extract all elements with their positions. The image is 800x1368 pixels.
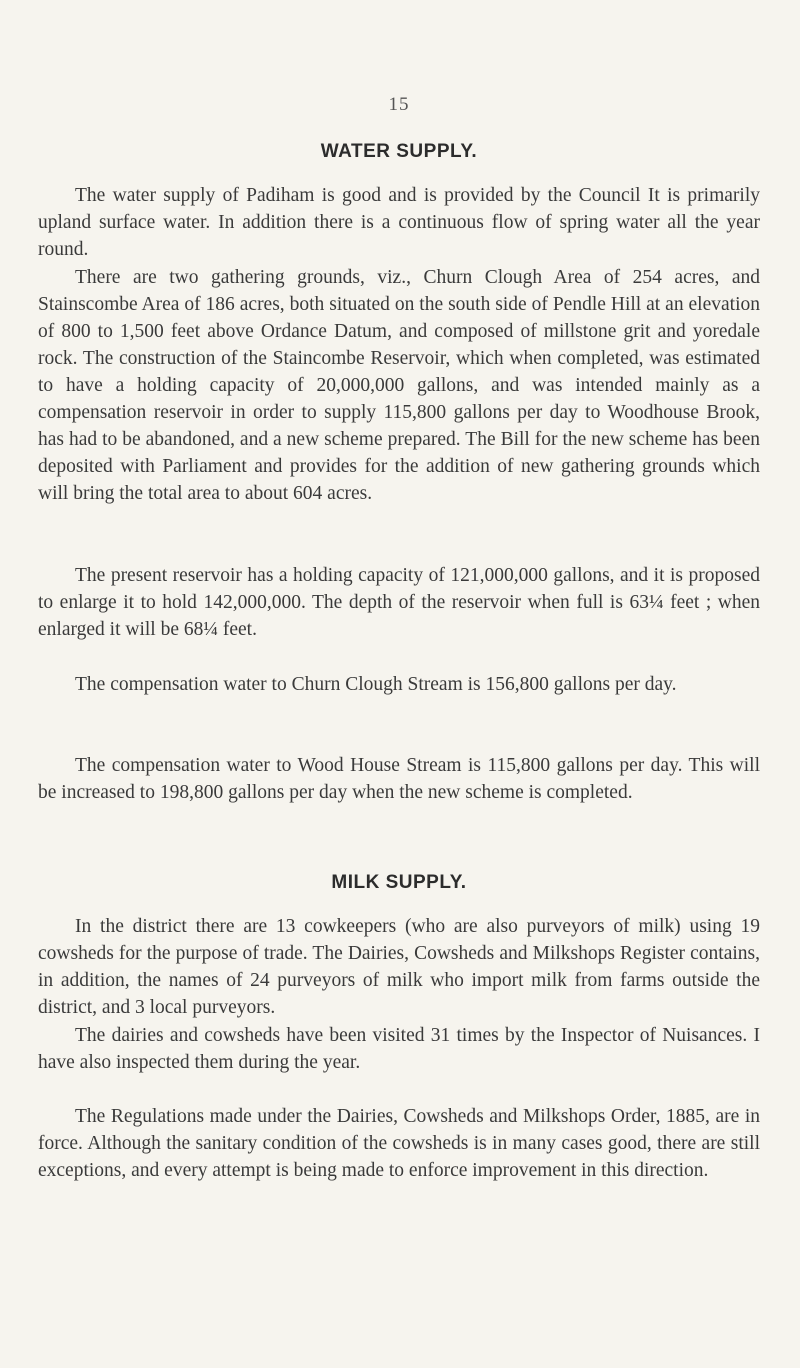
milk-paragraph-1: In the district there are 13 cowkeepers (who are also purveyors of milk) using 19 cowsheds for the purpose of trade. The Dairies, Cowsheds and Milkshops Register contains, in addition, the names of 24 purveyors of milk who import milk from farms outside the district, and 3 local purveyors.	[38, 916, 760, 1018]
page-number: 15	[388, 94, 410, 115]
water-paragraph-3: The present reservoir has a holding capacity of 121,000,000 gallons, and it is proposed to enlarge it to hold 142,000,000. The depth of the reservoir when full is 63¼ feet ; when enlarged it will be 68¼ feet.	[38, 565, 760, 640]
water-paragraph-4: The compensation water to Churn Clough Stream is 156,800 gallons per day.	[75, 674, 677, 695]
water-paragraph-5: The compensation water to Wood House Stream is 115,800 gallons per day. This will be increased to 198,800 gallons per day when the new scheme is completed.	[38, 755, 760, 803]
water-paragraph-1: The water supply of Padiham is good and is provided by the Council It is primarily upland surface water. In addition there is a continuous flow of spring water all the year round.	[38, 185, 760, 260]
water-supply-heading: WATER SUPPLY.	[320, 141, 478, 162]
milk-paragraph-2: The dairies and cowsheds have been visited 31 times by the Inspector of Nuisances. I have also inspected them during the year.	[38, 1025, 760, 1073]
milk-supply-heading: MILK SUPPLY.	[331, 872, 467, 893]
milk-paragraph-3: The Regulations made under the Dairies, Cowsheds and Milkshops Order, 1885, are in force. Although the sanitary condition of the cowsheds is in many cases good, there are still exceptions, and every attempt is being made to enforce improvement in this direction.	[38, 1106, 760, 1181]
water-paragraph-2: There are two gathering grounds, viz., Churn Clough Area of 254 acres, and Stainscombe Area of 186 acres, both situated on the south side of Pendle Hill at an elevation of 800 to 1,500 feet above Ordance Datum, and composed of millstone grit and yoredale rock. The construction of the Staincombe Reservoir, which when completed, was estimated to have a holding capacity of 20,000,000 gallons, and was intended mainly as a compensation reservoir in order to supply 115,800 gallons per day to Woodhouse Brook, has had to be abandoned, and a new scheme prepared. The Bill for the new scheme has been deposited with Parliament and provides for the addition of new gathering grounds which will bring the total area to about 604 acres.	[38, 267, 760, 504]
